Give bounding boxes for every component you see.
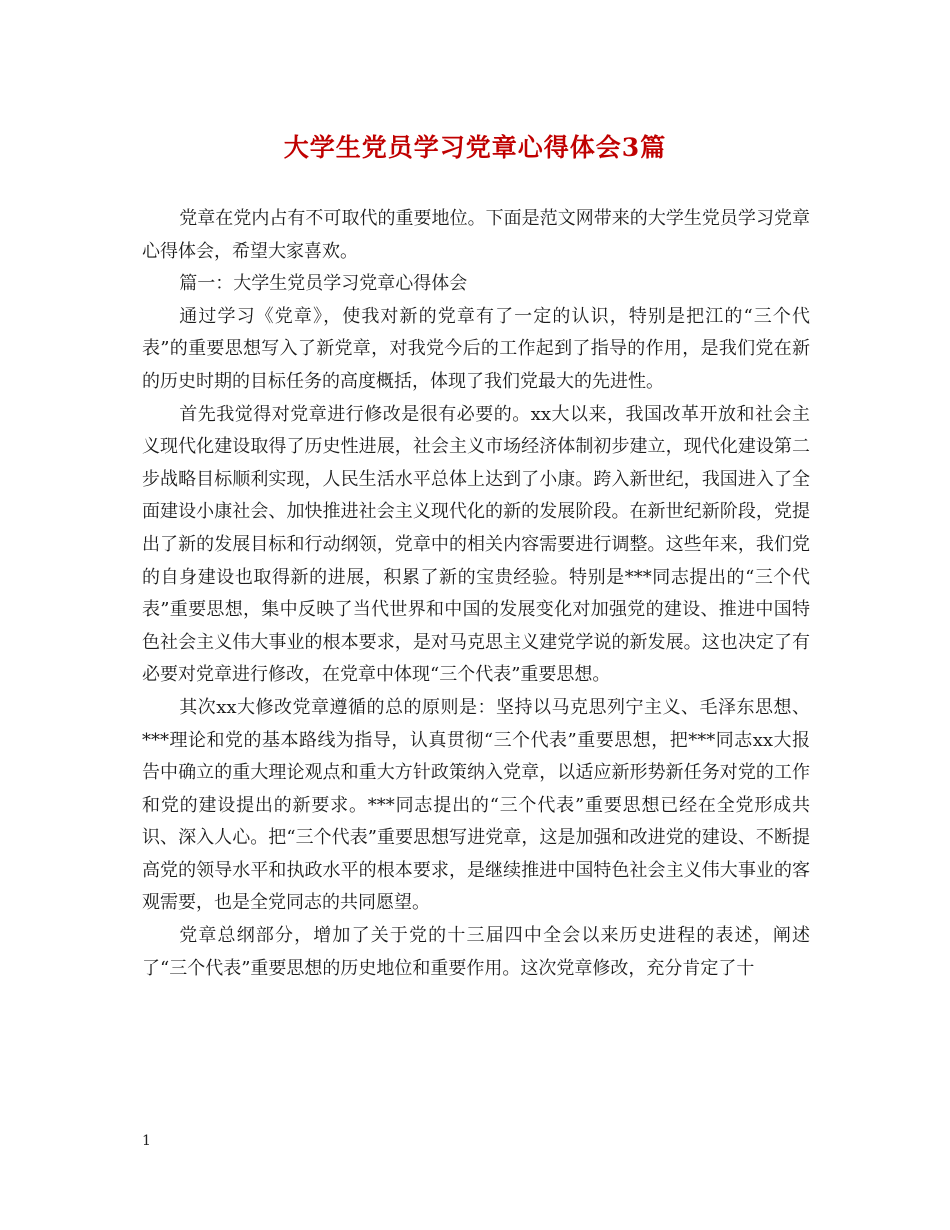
paragraph: 首先我觉得对党章进行修改是很有必要的。xx大以来，我国改革开放和社会主义现代化建设取得了历史性进展，社会主义市场经济体制初步建立，现代化建设第二步战略目标顺利实现，人民生活水平总体上达到了小康。跨入新世纪，我国进入了全面建设小康社会、加快推进社会主义现代化的新的发展阶段。在新世纪新阶段，党提出了新的发展目标和行动纲领，党章中的相关内容需要进行调整。这些年来，我们党的自身建设也取得新的进展，积累了新的宝贵经验。特别是***同志提出的“三个代表”重要思想，集中反映了当代世界和中国的发展变化对加强党的建设、推进中国特色社会主义伟大事业的根本要求，是对马克思主义建党学说的新发展。这也决定了有必要对党章进行修改，在党章中体现“三个代表”重要思想。 — [142, 403, 810, 686]
section-heading: 篇一：大学生党员学习党章心得体会 — [179, 273, 468, 295]
paragraph: 党章总纲部分，增加了关于党的十三届四中全会以来历史进程的表述，阐述了“三个代表”重要思想的历史地位和重要作用。这次党章修改，充分肯定了十 — [142, 925, 810, 979]
paragraph: 其次xx大修改党章遵循的总的原则是：坚持以马克思列宁主义、毛泽东思想、***理论和党的基本路线为指导，认真贯彻“三个代表”重要思想，把***同志xx大报告中确立的重大理论观点和重大方针政策纳入党章，以适应新形势新任务对党的工作和党的建设提出的新要求。***同志提出的“三个代表”重要思想已经在全党形成共识、深入人心。把“三个代表”重要思想写进党章，这是加强和改进党的建设、不断提高党的领导水平和执政水平的根本要求，是继续推进中国特色社会主义伟大事业的客观需要，也是全党同志的共同愿望。 — [142, 696, 810, 914]
paragraph-intro: 党章在党内占有不可取代的重要地位。下面是范文网带来的大学生党员学习党章心得体会，希望大家喜欢。 — [142, 208, 810, 262]
page-number: 1 — [142, 1133, 151, 1149]
paragraph: 通过学习《党章》，使我对新的党章有了一定的认识，特别是把江的“三个代表”的重要思想写入了新党章，对我党今后的工作起到了指导的作用，是我们党在新的历史时期的目标任务的高度概括，体现了我们党最大的先进性。 — [142, 305, 810, 392]
document-title: 大学生党员学习党章心得体会3篇 — [283, 133, 667, 162]
document-body — [142, 203, 810, 985]
